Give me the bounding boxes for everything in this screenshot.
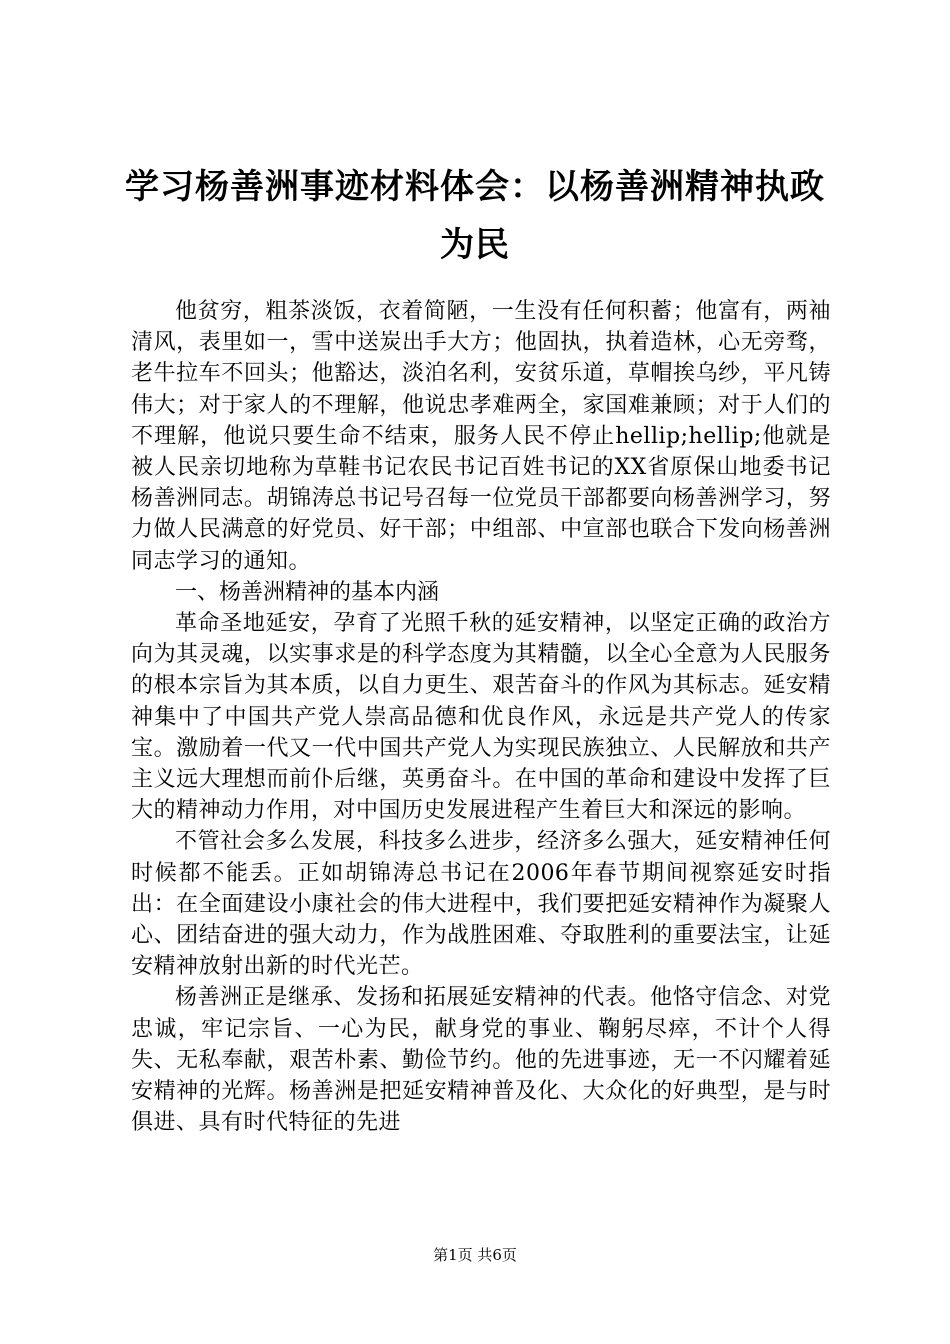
paragraph-intro: 他贫穷，粗茶淡饭，衣着简陋，一生没有任何积蓄；他富有，两袖清风，表里如一，雪中送炭出手大方；他固执，执着造林，心无旁骛，老牛拉车不回头；他豁达，淡泊名利，安贫乐道，草帽挨乌纱，平凡铸伟大；对于家人的不理解，他说忠孝难两全，家国难兼顾；对于人们的不理解，他说只要生命不结束，服务人民不停止hellip;hellip;他就是被人民亲切地称为草鞋书记农民书记百姓书记的XX省原保山地委书记杨善洲同志。胡锦涛总书记号召每一位党员干部都要向杨善洲学习，努力做人民满意的好党员、好干部；中组部、中宣部也联合下发向杨善洲同志学习的通知。 — [131, 299, 831, 574]
page-footer: 第1页 共6页 — [433, 1246, 517, 1264]
paragraph-never-lose: 不管社会多么发展，科技多么进步，经济多么强大，延安精神任何时候都不能丢。正如胡锦涛总书记在2006年春节期间视察延安时指出：在全面建设小康社会的伟大进程中，我们要把延安精神作为凝聚人心、团结奋进的强大动力，作为战胜困难、夺取胜利的重要法宝，让延安精神放射出新的时代光芒。 — [131, 829, 831, 980]
document-body — [131, 296, 831, 1138]
paragraph-representative: 杨善洲正是继承、发扬和拓展延安精神的代表。他恪守信念、对党忠诚，牢记宗旨、一心为民，献身党的事业、鞠躬尽瘁，不计个人得失、无私奉献，艰苦朴素、勤俭节约。他的先进事迹，无一不闪耀着延安精神的光辉。杨善洲是把延安精神普及化、大众化的好典型，是与时俱进、具有时代特征的先进 — [131, 985, 831, 1136]
paragraph-yanan-spirit: 革命圣地延安，孕育了光照千秋的延安精神，以坚定正确的政治方向为其灵魂，以实事求是的科学态度为其精髓，以全心全意为人民服务的根本宗旨为其本质，以自力更生、艰苦奋斗的作风为其标志。延安精神集中了中国共产党人崇高品德和优良作风，永远是共产党人的传家宝。激励着一代又一代中国共产党人为实现民族独立、人民解放和共产主义远大理想而前仆后继，英勇奋斗。在中国的革命和建设中发挥了巨大的精神动力作用，对中国历史发展进程产生着巨大和深远的影响。 — [131, 611, 831, 824]
document-title: 学习杨善洲事迹材料体会：以杨善洲精神执政为民 — [125, 167, 825, 265]
section-heading: 一、杨善洲精神的基本内涵 — [175, 579, 440, 605]
